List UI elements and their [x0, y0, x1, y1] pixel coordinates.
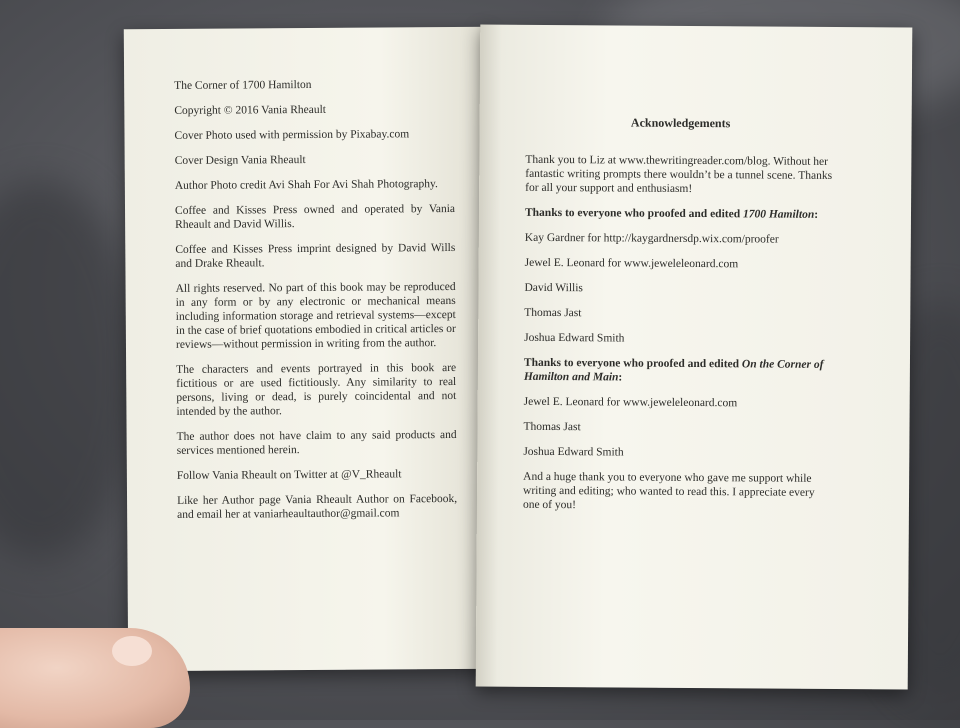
- list-item: Jewel E. Leonard for www.jeweleleonard.com: [523, 395, 738, 410]
- heading-corner-of-hamilton: [524, 356, 834, 386]
- copyright-page: [124, 27, 494, 672]
- book-title-line: The Corner of 1700 Hamilton: [174, 78, 312, 92]
- heading-text: Thanks to everyone who proofed and edited: [523, 356, 742, 371]
- heading-1700-hamilton: [525, 206, 835, 222]
- facebook-email-line: Like her Author page Vania Rheault Author on Facebook, and email her at vaniarheaultauthor@gmail.com: [177, 492, 458, 521]
- heading-book-title: On the Corner of Hamilton and Main: [523, 358, 824, 384]
- closing-paragraph: And a huge thank you to everyone who gave me support while writing and editing; who wanted to read this. I appreciate every one of you!: [522, 470, 815, 512]
- list-item: Thomas Jast: [524, 306, 582, 320]
- author-photo-line: Author Photo credit Avi Shah For Avi Shah Photography.: [174, 178, 438, 192]
- heading-colon: :: [618, 371, 623, 384]
- imprint-line: Coffee and Kisses Press imprint designed by David Wills and Drake Rheault.: [175, 241, 456, 270]
- press-owner-line: Coffee and Kisses Press owned and operated by Vania Rheault and David Willis.: [174, 202, 456, 231]
- cover-design-line: Cover Design Vania Rheault: [174, 154, 306, 167]
- cover-photo-line: Cover Photo used with permission by Pixabay.com: [174, 128, 410, 142]
- list-item: Jewel E. Leonard for www.jeweleleonard.com: [524, 256, 739, 271]
- intro-paragraph: Thank you to Liz at www.thewritingreader.com/blog. Without her fantastic writing prompts there wouldn’t be a tunnel scene. Thanks for all your support and enthusiasm!: [525, 153, 833, 195]
- list-item: Thomas Jast: [523, 420, 581, 434]
- twitter-line: Follow Vania Rheault on Twitter at @V_Rheault: [176, 468, 402, 482]
- acknowledgements-text: [523, 115, 836, 525]
- acknowledgements-page: [476, 25, 913, 690]
- heading-book-title: 1700 Hamilton: [742, 208, 815, 221]
- hand-holding-book: [0, 628, 190, 728]
- heading-colon: :: [814, 208, 819, 221]
- heading-text: Thanks to everyone who proofed and edited: [524, 206, 744, 221]
- copyright-line: Copyright © 2016 Vania Rheault: [174, 103, 326, 117]
- rights-paragraph: All rights reserved. No part of this book may be reproduced in any form or by any electronic or mechanical means including information storage and retrieval systems—except in the case of brief quotations embodied in critical articles or reviews—without permission in writing from the author.: [175, 280, 456, 351]
- list-item: Kay Gardner for http://kaygardnersdp.wix.com/proofer: [524, 231, 779, 246]
- list-item: Joshua Edward Smith: [523, 445, 624, 459]
- page-title: Acknowledgements: [630, 115, 731, 131]
- products-disclaimer: The author does not have claim to any said products and services mentioned herein.: [176, 428, 457, 457]
- copyright-text: [174, 77, 457, 533]
- thumb-nail: [112, 636, 152, 666]
- list-item: Joshua Edward Smith: [524, 331, 625, 345]
- blanket-shadow: [0, 180, 140, 560]
- list-item: David Willis: [524, 281, 583, 295]
- fiction-disclaimer: The characters and events portrayed in this book are fictitious or are used fictitiously. Any similarity to real persons, living or dead, is purely coincidental and not intended by the author.: [176, 361, 457, 418]
- open-book: [120, 20, 920, 700]
